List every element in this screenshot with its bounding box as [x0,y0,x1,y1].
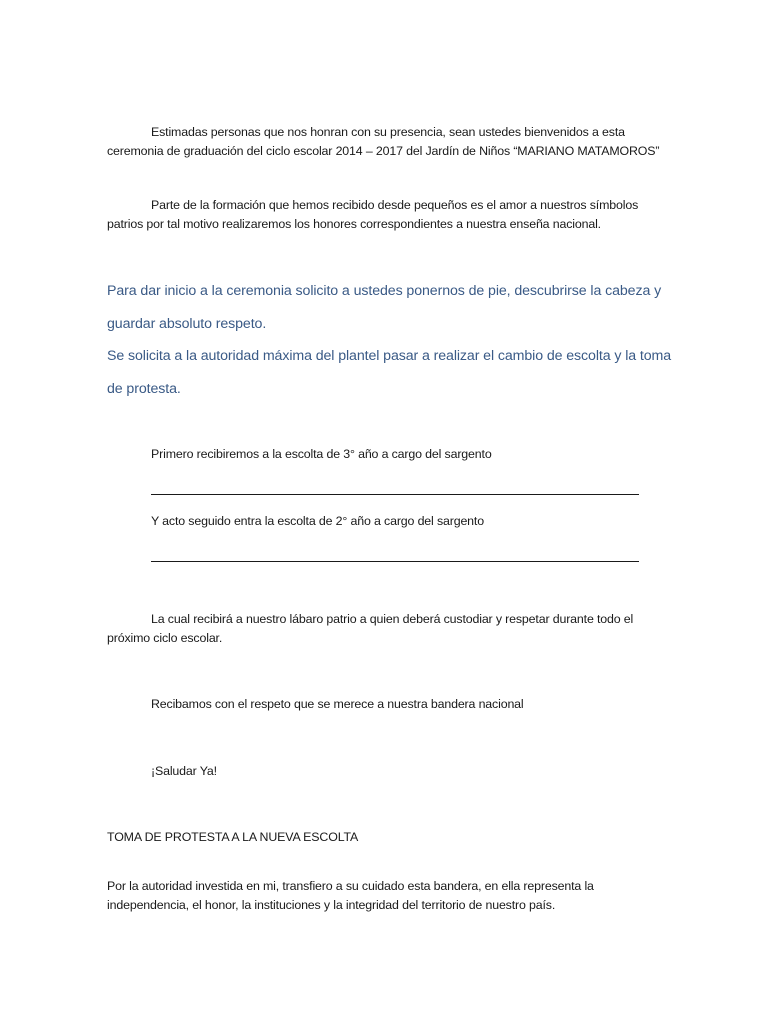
sergeant-name-blank-2 [151,561,639,562]
intro-paragraph: Estimadas personas que nos honran con su presencia, sean ustedes bienvenidos a esta ceremonia de graduación del ciclo escolar 2014 – 2017 del Jardín de Niños “MARIANO MATAMOROS” [107,125,660,158]
salute-line: ¡Saludar Ya! [151,764,217,778]
sergeant-name-blank-1 [151,494,639,495]
first-escort-line: Primero recibiremos a la escolta de 3° año a cargo del sargento [151,447,492,461]
authority-statement-paragraph: Por la autoridad investida en mi, transfiero a su cuidado esta bandera, en ella representa la independencia, el honor, la instituciones y la integridad del territorio de nuestro país. [107,879,594,912]
custody-paragraph: La cual recibirá a nuestro lábaro patrio a quien deberá custodiar y respetar durante todo el próximo ciclo escolar. [107,612,634,645]
authority-request-paragraph: Se solicita a la autoridad máxima del plantel pasar a realizar el cambio de escolta y la toma de protesta. [107,348,672,397]
receive-flag-line: Recibamos con el respeto que se merece a nuestra bandera nacional [151,697,524,711]
start-request-paragraph: Para dar inicio a la ceremonia solicito a ustedes ponernos de pie, descubrirse la cabeza y guardar absoluto respeto. [107,283,662,332]
protest-heading: TOMA DE PROTESTA A LA NUEVA ESCOLTA [107,830,359,844]
formation-paragraph: Parte de la formación que hemos recibido desde pequeños es el amor a nuestros símbolos patrios por tal motivo realizaremos los honores correspondientes a nuestra enseña nacional. [107,198,639,231]
second-escort-line: Y acto seguido entra la escolta de 2° año a cargo del sargento [151,514,484,528]
